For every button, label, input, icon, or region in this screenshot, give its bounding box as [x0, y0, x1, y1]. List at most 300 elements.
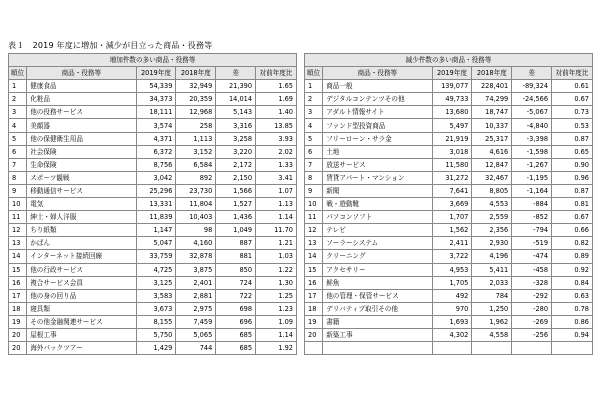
diff-cell: -474	[512, 250, 552, 263]
diff-cell: 14,014	[216, 93, 256, 106]
ratio-cell: 1.14	[256, 328, 297, 341]
ratio-cell: 0.82	[552, 237, 593, 250]
diff-cell: -794	[512, 224, 552, 237]
rank-cell: 3	[305, 106, 323, 119]
diff-cell: 3,316	[216, 119, 256, 132]
ratio-cell: 1.33	[256, 158, 297, 171]
fy2019-cell: 1,707	[432, 211, 472, 224]
header-ratio: 対前年度比	[256, 67, 297, 80]
fy2019-cell: 6,372	[136, 145, 176, 158]
diff-cell: -280	[512, 302, 552, 315]
ratio-cell: 0.66	[552, 224, 593, 237]
rank-cell: 20	[9, 328, 27, 341]
table-row	[305, 80, 593, 93]
fy2018-cell: 1,250	[472, 302, 512, 315]
header-item: 商品・役務等	[323, 67, 432, 80]
diff-cell: 685	[216, 328, 256, 341]
rank-cell: 20	[305, 328, 323, 341]
diff-cell: 1,049	[216, 224, 256, 237]
fy2019-cell: 3,669	[432, 198, 472, 211]
item-cell: 戦・遊動靴	[323, 198, 432, 211]
fy2018-cell: 2,401	[176, 276, 216, 289]
fy2018-cell: 2,033	[472, 276, 512, 289]
fy2019-cell: 1,705	[432, 276, 472, 289]
ratio-cell: 1.25	[256, 289, 297, 302]
rank-cell: 8	[305, 171, 323, 184]
fy2018-cell: 32,949	[176, 80, 216, 93]
decrease-table-title: 減少件数の多い商品・役務等	[305, 54, 593, 67]
ratio-cell: 0.84	[552, 276, 593, 289]
rank-cell: 16	[9, 276, 27, 289]
ratio-cell: 1.09	[256, 315, 297, 328]
fy2018-cell: 2,930	[472, 237, 512, 250]
header-2019: 2019年度	[432, 67, 472, 80]
fy2018-cell: 744	[176, 342, 216, 355]
item-cell: デリバティブ取引その他	[323, 302, 432, 315]
item-cell: 紳士・婦人洋服	[27, 211, 136, 224]
table-row	[305, 276, 593, 289]
item-cell: 健康食品	[27, 80, 136, 93]
ratio-cell: 0.61	[552, 80, 593, 93]
table-row	[9, 119, 297, 132]
item-cell: 他の行政サービス	[27, 263, 136, 276]
fy2019-cell: 3,722	[432, 250, 472, 263]
header-diff: 差	[216, 67, 256, 80]
item-cell: パソコンソフト	[323, 211, 432, 224]
fy2019-cell: 3,583	[136, 289, 176, 302]
diff-cell: -852	[512, 211, 552, 224]
item-cell: デジタルコンテンツその他	[323, 93, 432, 106]
rank-cell: 8	[9, 171, 27, 184]
header-2018: 2018年度	[472, 67, 512, 80]
table-row	[9, 211, 297, 224]
item-cell: 鮮魚	[323, 276, 432, 289]
header-2019: 2019年度	[136, 67, 176, 80]
ratio-cell: 0.87	[552, 132, 593, 145]
diff-cell: 3,258	[216, 132, 256, 145]
ratio-cell: 13.85	[256, 119, 297, 132]
fy2019-cell: 4,725	[136, 263, 176, 276]
fy2019-cell: 13,331	[136, 198, 176, 211]
item-cell: 屋根工事	[27, 328, 136, 341]
rank-cell: 17	[305, 289, 323, 302]
fy2019-cell: 1,429	[136, 342, 176, 355]
item-cell: かばん	[27, 237, 136, 250]
table-row	[305, 198, 593, 211]
diff-cell: -256	[512, 328, 552, 341]
item-cell: 土地	[323, 145, 432, 158]
diff-cell: 724	[216, 276, 256, 289]
fy2019-cell: 11,580	[432, 158, 472, 171]
ratio-cell: 1.13	[256, 198, 297, 211]
fy2019-cell: 1,147	[136, 224, 176, 237]
fy2019-cell: 139,077	[432, 80, 472, 93]
fy2018-cell: 10,337	[472, 119, 512, 132]
table-row	[9, 250, 297, 263]
table-row	[305, 328, 593, 341]
table-row	[9, 145, 297, 158]
rank-cell: 2	[305, 93, 323, 106]
ratio-cell: 2.02	[256, 145, 297, 158]
diff-cell: -24,566	[512, 93, 552, 106]
fy2018-cell: 23,730	[176, 184, 216, 197]
item-cell: 化粧品	[27, 93, 136, 106]
ratio-cell: 1.69	[256, 93, 297, 106]
increase-table-title: 増加件数の多い商品・役務等	[9, 54, 297, 67]
fy2019-cell: 1,693	[432, 315, 472, 328]
item-cell: ちり紙類	[27, 224, 136, 237]
table-row	[9, 171, 297, 184]
diff-cell: -269	[512, 315, 552, 328]
fy2018-cell: 25,317	[472, 132, 512, 145]
fy2018-cell: 98	[176, 224, 216, 237]
table-row	[305, 342, 593, 355]
fy2019-cell: 3,018	[432, 145, 472, 158]
ratio-cell: 1.23	[256, 302, 297, 315]
fy2019-cell: 1,562	[432, 224, 472, 237]
rank-cell: 13	[9, 237, 27, 250]
rank-cell: 9	[9, 184, 27, 197]
ratio-cell: 0.78	[552, 302, 593, 315]
rank-cell: 14	[9, 250, 27, 263]
table-row	[305, 184, 593, 197]
ratio-cell: 0.73	[552, 106, 593, 119]
table-row	[9, 315, 297, 328]
ratio-cell: 3.93	[256, 132, 297, 145]
rank-cell: 11	[9, 211, 27, 224]
table-row	[305, 158, 593, 171]
diff-cell: 2,150	[216, 171, 256, 184]
item-cell: 複合サービス会員	[27, 276, 136, 289]
ratio-cell: 1.92	[256, 342, 297, 355]
rank-cell: 15	[305, 263, 323, 276]
fy2018-cell: 74,299	[472, 93, 512, 106]
fy2019-cell: 2,411	[432, 237, 472, 250]
diff-cell: -292	[512, 289, 552, 302]
ratio-cell: 0.53	[552, 119, 593, 132]
increase-table	[8, 53, 297, 355]
fy2019-cell: 8,756	[136, 158, 176, 171]
table-row	[305, 171, 593, 184]
diff-cell: 887	[216, 237, 256, 250]
item-cell: 美顔器	[27, 119, 136, 132]
item-cell: アダルト情報サイト	[323, 106, 432, 119]
fy2018-cell: 258	[176, 119, 216, 132]
diff-cell: 696	[216, 315, 256, 328]
fy2018-cell: 3,875	[176, 263, 216, 276]
diff-cell: -458	[512, 263, 552, 276]
item-cell: アクセサリー	[323, 263, 432, 276]
fy2018-cell: 4,160	[176, 237, 216, 250]
item-cell: 他の保健衛生用品	[27, 132, 136, 145]
rank-cell: 5	[9, 132, 27, 145]
item-cell: 他の身の回り品	[27, 289, 136, 302]
fy2019-cell: 3,673	[136, 302, 176, 315]
item-cell: 新聞	[323, 184, 432, 197]
diff-cell: -1,195	[512, 171, 552, 184]
table-row	[9, 289, 297, 302]
diff-cell: -5,067	[512, 106, 552, 119]
rank-cell: 19	[305, 315, 323, 328]
header-ratio: 対前年度比	[552, 67, 593, 80]
ratio-cell: 1.65	[256, 80, 297, 93]
diff-cell: -3,398	[512, 132, 552, 145]
fy2018-cell: 1,962	[472, 315, 512, 328]
ratio-cell: 0.67	[552, 211, 593, 224]
table-row	[305, 302, 593, 315]
fy2019-cell: 13,680	[432, 106, 472, 119]
fy2019-cell: 970	[432, 302, 472, 315]
fy2019-cell	[432, 342, 472, 355]
ratio-cell	[552, 342, 593, 355]
fy2018-cell: 32,878	[176, 250, 216, 263]
ratio-cell: 0.86	[552, 315, 593, 328]
item-cell: クリーニング	[323, 250, 432, 263]
ratio-cell: 0.90	[552, 158, 593, 171]
fy2019-cell: 5,750	[136, 328, 176, 341]
ratio-cell: 0.67	[552, 93, 593, 106]
ratio-cell: 0.65	[552, 145, 593, 158]
fy2019-cell: 4,302	[432, 328, 472, 341]
ratio-cell: 0.81	[552, 198, 593, 211]
rank-cell: 7	[9, 158, 27, 171]
ratio-cell: 0.87	[552, 184, 593, 197]
diff-cell: -1,164	[512, 184, 552, 197]
rank-cell: 20	[9, 342, 27, 355]
item-cell: ソーラーシステム	[323, 237, 432, 250]
table-row	[9, 198, 297, 211]
fy2019-cell: 492	[432, 289, 472, 302]
item-cell: フリーローン・サラ金	[323, 132, 432, 145]
diff-cell: -4,840	[512, 119, 552, 132]
ratio-cell: 1.14	[256, 211, 297, 224]
table-row	[9, 184, 297, 197]
diff-cell: 1,527	[216, 198, 256, 211]
fy2019-cell: 34,373	[136, 93, 176, 106]
rank-cell: 16	[305, 276, 323, 289]
fy2018-cell: 2,356	[472, 224, 512, 237]
rank-cell: 5	[305, 132, 323, 145]
rank-cell: 9	[305, 184, 323, 197]
fy2018-cell: 7,459	[176, 315, 216, 328]
item-cell: インターネット接続回線	[27, 250, 136, 263]
ratio-cell: 0.94	[552, 328, 593, 341]
item-cell: 社会保険	[27, 145, 136, 158]
fy2018-cell: 892	[176, 171, 216, 184]
fy2018-cell: 8,805	[472, 184, 512, 197]
ratio-cell: 3.41	[256, 171, 297, 184]
diff-cell	[512, 342, 552, 355]
fy2019-cell: 21,919	[432, 132, 472, 145]
fy2018-cell: 2,881	[176, 289, 216, 302]
fy2019-cell: 31,272	[432, 171, 472, 184]
diff-cell: 3,220	[216, 145, 256, 158]
item-cell: 生命保険	[27, 158, 136, 171]
fy2019-cell: 11,839	[136, 211, 176, 224]
fy2018-cell: 2,559	[472, 211, 512, 224]
diff-cell: 2,172	[216, 158, 256, 171]
item-cell: スポーツ観戦	[27, 171, 136, 184]
decrease-table-body	[305, 80, 593, 355]
ratio-cell: 0.63	[552, 289, 593, 302]
rank-cell: 19	[9, 315, 27, 328]
item-cell: 他の役務サービス	[27, 106, 136, 119]
rank-cell: 18	[305, 302, 323, 315]
header-item: 商品・役務等	[27, 67, 136, 80]
diff-cell: -1,267	[512, 158, 552, 171]
table-row	[305, 224, 593, 237]
rank-cell: 1	[305, 80, 323, 93]
fy2019-cell: 18,111	[136, 106, 176, 119]
table-caption: 表１ 2019 年度に増加・減少が目立った商品・役務等	[8, 41, 213, 50]
diff-cell: -328	[512, 276, 552, 289]
item-cell: 移動通信サービス	[27, 184, 136, 197]
rank-cell: 7	[305, 158, 323, 171]
table-row	[305, 132, 593, 145]
fy2018-cell: 784	[472, 289, 512, 302]
fy2018-cell: 32,467	[472, 171, 512, 184]
fy2019-cell: 49,733	[432, 93, 472, 106]
fy2018-cell: 18,747	[472, 106, 512, 119]
diff-cell: -519	[512, 237, 552, 250]
fy2018-cell	[472, 342, 512, 355]
fy2019-cell: 4,371	[136, 132, 176, 145]
fy2019-cell: 3,125	[136, 276, 176, 289]
rank-cell: 4	[305, 119, 323, 132]
rank-cell: 11	[305, 211, 323, 224]
item-cell: ファンド型投資商品	[323, 119, 432, 132]
fy2019-cell: 5,047	[136, 237, 176, 250]
diff-cell: 21,390	[216, 80, 256, 93]
rank-cell: 18	[9, 302, 27, 315]
item-cell: 書籍	[323, 315, 432, 328]
table-row	[9, 342, 297, 355]
fy2019-cell: 33,759	[136, 250, 176, 263]
fy2018-cell: 2,975	[176, 302, 216, 315]
table-row	[9, 93, 297, 106]
table-row	[9, 302, 297, 315]
table-row	[9, 263, 297, 276]
diff-cell: -89,324	[512, 80, 552, 93]
fy2018-cell: 4,616	[472, 145, 512, 158]
rank-cell: 2	[9, 93, 27, 106]
table-row	[305, 93, 593, 106]
ratio-cell: 0.89	[552, 250, 593, 263]
fy2018-cell: 5,065	[176, 328, 216, 341]
item-cell: テレビ	[323, 224, 432, 237]
table-row	[305, 250, 593, 263]
rank-cell: 12	[305, 224, 323, 237]
item-cell: 放送サービス	[323, 158, 432, 171]
table-row	[9, 80, 297, 93]
diff-cell: 698	[216, 302, 256, 315]
item-cell: 賃貸アパート・マンション	[323, 171, 432, 184]
header-2018: 2018年度	[176, 67, 216, 80]
ratio-cell: 1.07	[256, 184, 297, 197]
table-row	[9, 106, 297, 119]
ratio-cell: 1.21	[256, 237, 297, 250]
fy2018-cell: 6,584	[176, 158, 216, 171]
table-row	[305, 145, 593, 158]
fy2019-cell: 7,641	[432, 184, 472, 197]
fy2018-cell: 1,113	[176, 132, 216, 145]
rank-cell: 3	[9, 106, 27, 119]
rank-cell: 15	[9, 263, 27, 276]
rank-cell: 12	[9, 224, 27, 237]
header-rank: 順位	[305, 67, 323, 80]
table-row	[9, 276, 297, 289]
rank-cell: 13	[305, 237, 323, 250]
increase-table-body	[9, 80, 297, 355]
fy2018-cell: 12,968	[176, 106, 216, 119]
table-row	[9, 224, 297, 237]
item-cell: 電気	[27, 198, 136, 211]
item-cell: その他金融関連サービス	[27, 315, 136, 328]
table-row	[9, 328, 297, 341]
fy2019-cell: 54,339	[136, 80, 176, 93]
item-cell: 寝具類	[27, 302, 136, 315]
ratio-cell: 1.22	[256, 263, 297, 276]
fy2018-cell: 4,558	[472, 328, 512, 341]
fy2019-cell: 3,574	[136, 119, 176, 132]
table-row	[9, 132, 297, 145]
rank-cell: 6	[9, 145, 27, 158]
decrease-table	[304, 53, 593, 355]
ratio-cell: 0.92	[552, 263, 593, 276]
table-row	[305, 119, 593, 132]
diff-cell: 1,566	[216, 184, 256, 197]
header-diff: 差	[512, 67, 552, 80]
item-cell: 他の管理・保管サービス	[323, 289, 432, 302]
table-row	[305, 263, 593, 276]
fy2019-cell: 3,042	[136, 171, 176, 184]
ratio-cell: 1.30	[256, 276, 297, 289]
diff-cell: 5,143	[216, 106, 256, 119]
diff-cell: 1,436	[216, 211, 256, 224]
fy2019-cell: 25,296	[136, 184, 176, 197]
rank-cell: 10	[9, 198, 27, 211]
item-cell: 海外パックツアー	[27, 342, 136, 355]
table-row	[9, 237, 297, 250]
header-rank: 順位	[9, 67, 27, 80]
fy2018-cell: 4,196	[472, 250, 512, 263]
ratio-cell: 0.96	[552, 171, 593, 184]
fy2018-cell: 11,804	[176, 198, 216, 211]
diff-cell: 685	[216, 342, 256, 355]
rank-cell: 6	[305, 145, 323, 158]
item-cell	[323, 342, 432, 355]
fy2018-cell: 20,359	[176, 93, 216, 106]
fy2018-cell: 10,403	[176, 211, 216, 224]
diff-cell: -884	[512, 198, 552, 211]
ratio-cell: 1.03	[256, 250, 297, 263]
table-row	[305, 237, 593, 250]
fy2018-cell: 4,553	[472, 198, 512, 211]
rank-cell	[305, 342, 323, 355]
table-row	[305, 211, 593, 224]
table-row	[305, 289, 593, 302]
diff-cell: 881	[216, 250, 256, 263]
item-cell: 新築工事	[323, 328, 432, 341]
item-cell: 商品一般	[323, 80, 432, 93]
table-row	[305, 106, 593, 119]
ratio-cell: 11.70	[256, 224, 297, 237]
fy2019-cell: 5,497	[432, 119, 472, 132]
rank-cell: 1	[9, 80, 27, 93]
fy2018-cell: 12,847	[472, 158, 512, 171]
fy2019-cell: 4,953	[432, 263, 472, 276]
fy2019-cell: 8,155	[136, 315, 176, 328]
